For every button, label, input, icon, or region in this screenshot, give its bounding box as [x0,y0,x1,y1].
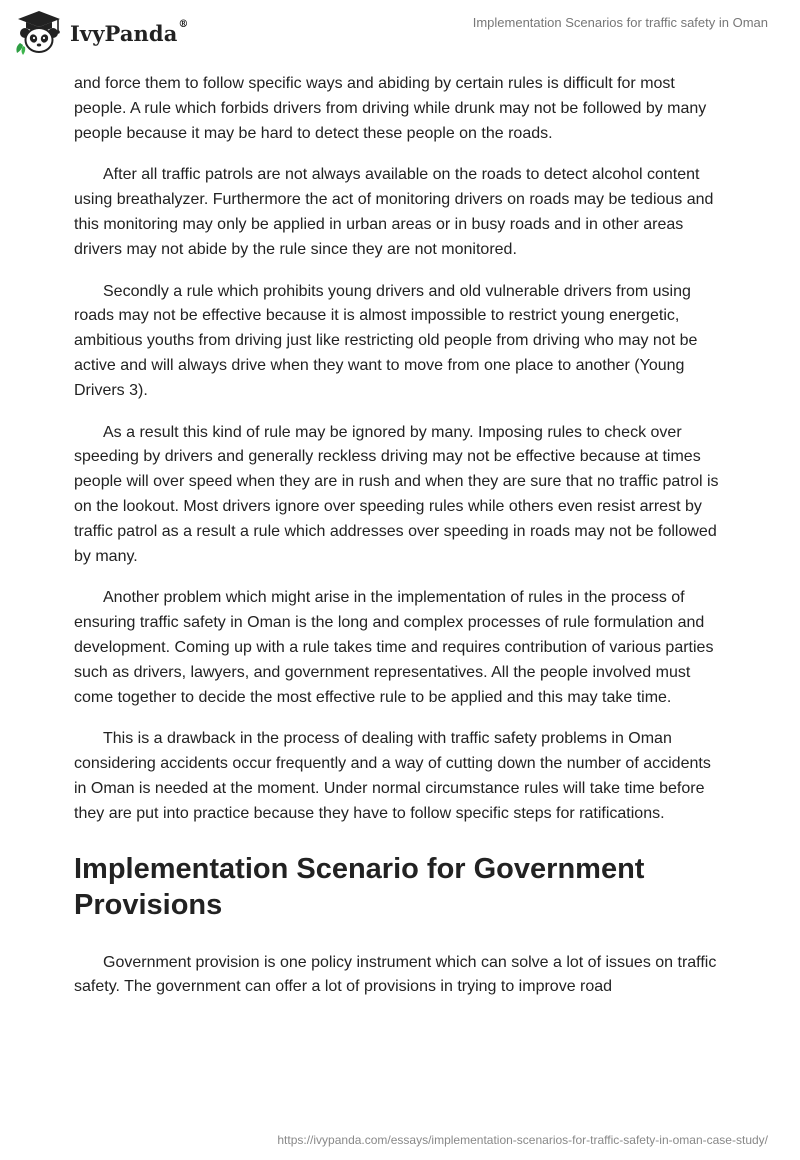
document-title: Implementation Scenarios for traffic safety in Oman [472,15,768,30]
paragraph: After all traffic patrols are not always available on the roads to detect alcohol content using breathalyzer. Furthermore the act of monitoring drivers on roads may be tedious and this monitoring may only be applied in urban areas or in busy roads and in other areas drivers may not abide by the rule since they are not monitored. [74,166,714,258]
brand-name: IvyPanda® [70,18,189,46]
essay-body [74,72,726,1017]
panda-graduate-logo-icon [14,9,64,55]
paragraph: and force them to follow specific ways and abiding by certain rules is difficult for most people. A rule which forbids drivers from driving while drunk may not be followed by many people because it may be hard to detect these people on the roads. [74,75,707,142]
paragraph: This is a drawback in the process of dealing with traffic safety problems in Oman considering accidents occur frequently and a way of cutting down the number of accidents in Oman is needed at the moment. Under normal circumstance rules will take time before they are put into practice because they have to follow specific steps for ratifications. [74,730,711,822]
source-url[interactable]: https://ivypanda.com/essays/implementation-scenarios-for-traffic-safety-in-oman-case-study/ [277,1133,768,1147]
paragraph: Another problem which might arise in the implementation of rules in the process of ensuring traffic safety in Oman is the long and complex processes of rule formulation and development. Coming up with a rule takes time and requires contribution of various parties such as drivers, lawyers, and government representatives. All the people involved must come together to decide the most effective rule to be applied and this may take time. [74,589,714,706]
paragraph: Government provision is one policy instrument which can solve a lot of issues on traffic safety. The government can offer a lot of provisions in trying to improve road [74,953,717,996]
ivypanda-logo[interactable] [14,9,189,55]
paragraph: Secondly a rule which prohibits young drivers and old vulnerable drivers from using roads may not be effective because it is almost impossible to restrict young energetic, ambitious youths from driving just like restricting old people from driving who may not be active and will always drive when they want to move from one place to another (Young Drivers 3). [74,282,698,399]
page-header [0,0,800,64]
paragraph: As a result this kind of rule may be ignored by many. Imposing rules to check over speeding by drivers and generally reckless driving may not be effective because at times people will over speed when they are in rush and when they are sure that no traffic patrol is on the lookout. Most drivers ignore over speeding rules while others even resist arrest by traffic patrol as a result a rule which addresses over speeding in roads may not be followed by many. [74,423,719,565]
section-heading: Implementation Scenario for Government Provisions [74,852,645,921]
